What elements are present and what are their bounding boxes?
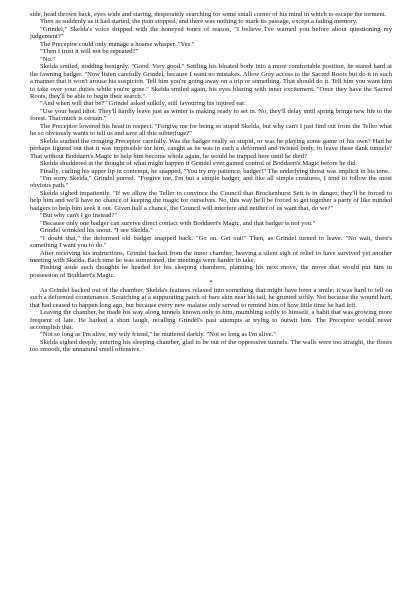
paragraph: After receiving his instructions, Grindel backed from the inner chamber, heaving a silent sigh of relief to have survived yet another meeting with Skelda. Each time he was summoned, the meetings were harder to take. <box>30 249 392 264</box>
paragraph: "Not so long as I'm alive, my wily friend," he muttered darkly. "Not so long as I'm alive." <box>40 331 276 339</box>
paragraph: "And when will that be?" Grindel asked sulkily, still favouring his injured ear. <box>40 100 246 108</box>
paragraph: Then as suddenly as it had started, the pain stopped, and there was nothing to mark its passage, except a fading memory. <box>40 18 358 26</box>
paragraph: "Use your head idiot. They'll hardly leave just as winter is making ready to set in. No, they'll delay until spring brings new life to the forest. That much is certain." <box>30 107 392 123</box>
paragraph: "Grindel," Skelda's voice dripped with the honeyed tones of reason, "I believe I've warned you before about questioning my judgement?" <box>30 25 392 41</box>
paragraph: Pushing aside such thoughts he headed for his sleeping chambers, planning his next move, the move that would put him in possession of Boddaert's Magic. <box>30 264 392 279</box>
paragraph: "Then I trust it will not be repeated?" <box>40 48 139 56</box>
paragraph: "But why can't I go instead?" <box>40 212 118 220</box>
paragraph: Leaving the chamber, he made his way along tunnels known only to him, mumbling softly to himself, a habit that was growing more frequent of late. He barked a short laugh, recalling Grindel's past attempts at trying to outwit him. The Preceptor would never accomplish that. <box>30 309 392 332</box>
paragraph: Skelda smiled, nodding benignly. "Good. Very good." Settling his bloated body into a more comfortable position, he stared hard at the fawning badger. "Now listen carefully Grindel, because I want no mistakes. Allow Grey access to the Sacred Roots but do it in such a manner that it won't arouse his suspicion. Tell him you're going away on a trip or something. That should do it. Tell him you want him to take over your duties while you're gone." Skelda smiled again, his eyes blazing with inner excitement. "Once they have the Sacred Roots, they'll be able to begin their search." <box>30 63 392 100</box>
paragraph: Grindel wrinkled his snout. "I see Skelda." <box>40 227 153 235</box>
paragraph: Skelda shuddered at the thought of what might happen if Grindel ever gained control of Boddaert's Magic before he did. <box>40 160 358 168</box>
paragraph: Skelda studied the cringing Preceptor carefully. Was the badger really so stupid, or was he playing some game of his own? Had he perhaps figured out that it was impossible for him, caught as he was in such a deformed and twisted body, to leave these dank tunnels? That without Boddaert's Magic to help him become whole again, he would be trapped here until he died? <box>30 137 392 160</box>
paragraph: The Preceptor could only manage a hoarse whisper. "Yes." <box>40 40 195 48</box>
paragraph: Skelda sighed impatiently. "If we allow the Teller to convince the Council that Brockenhurst Sett is in danger, they'll be forced to help him and we'll have no chance of keeping the magic for ourselves. No, this way he'll be forced to get together a party of like minded badgers to help him seek it out. Given half a chance, the Council will interfere and neither of us want that, do we?" <box>30 189 392 212</box>
paragraph: "I'm sorry Skelda," Grindel purred. "Forgive me, I'm but a simple badger, and like all simple creatures, I tend to follow the most obvious path." <box>30 174 392 190</box>
paragraph: Skelda sighed deeply, entering his sleeping chamber, glad to be out of the oppressive tunnels. The walls were too straight, the floors too smooth, the unnatural smell offensive. <box>30 338 392 354</box>
paragraph: "I doubt that," the deformed old badger snapped back. "Go on. Get out!" Then, as Grindel turned to leave. "No wait, there's something I want you to do." <box>30 234 392 250</box>
section-separator: * <box>209 279 213 287</box>
paragraph: "No." <box>40 55 56 63</box>
paragraph: The Preceptor lowered his head in respect. "Forgive me for being so stupid Skelda, but why can't I just find out from the Teller what he so obviously wants to tell us and save all this subterfuge?" <box>30 122 392 138</box>
paragraph: "Because only one badger can survive direct contact with Boddaert's Magic, and that badger is not you." <box>40 219 316 227</box>
paragraph: side, head thrown back, eyes wide and staring, desperately searching for some small corner of his mind in which to escape the torment. <box>30 11 387 18</box>
paragraph: As Grindel backed out of the chamber, Skelda's features relaxed into something that might have been a smile; it was hard to tell on such a deformed countenance. Scratching at a suppurating patch of bare skin near his tail, he grunted softly. Not because the wound hurt, that had ceased to happen long ago, but because every new malaise only served to remind him of how little time he had left. <box>30 286 392 309</box>
paragraph: Finally, curling his upper lip in contempt, he snapped, "You try my patience, badger!" The underlying threat was implicit in his tone. <box>40 167 390 175</box>
